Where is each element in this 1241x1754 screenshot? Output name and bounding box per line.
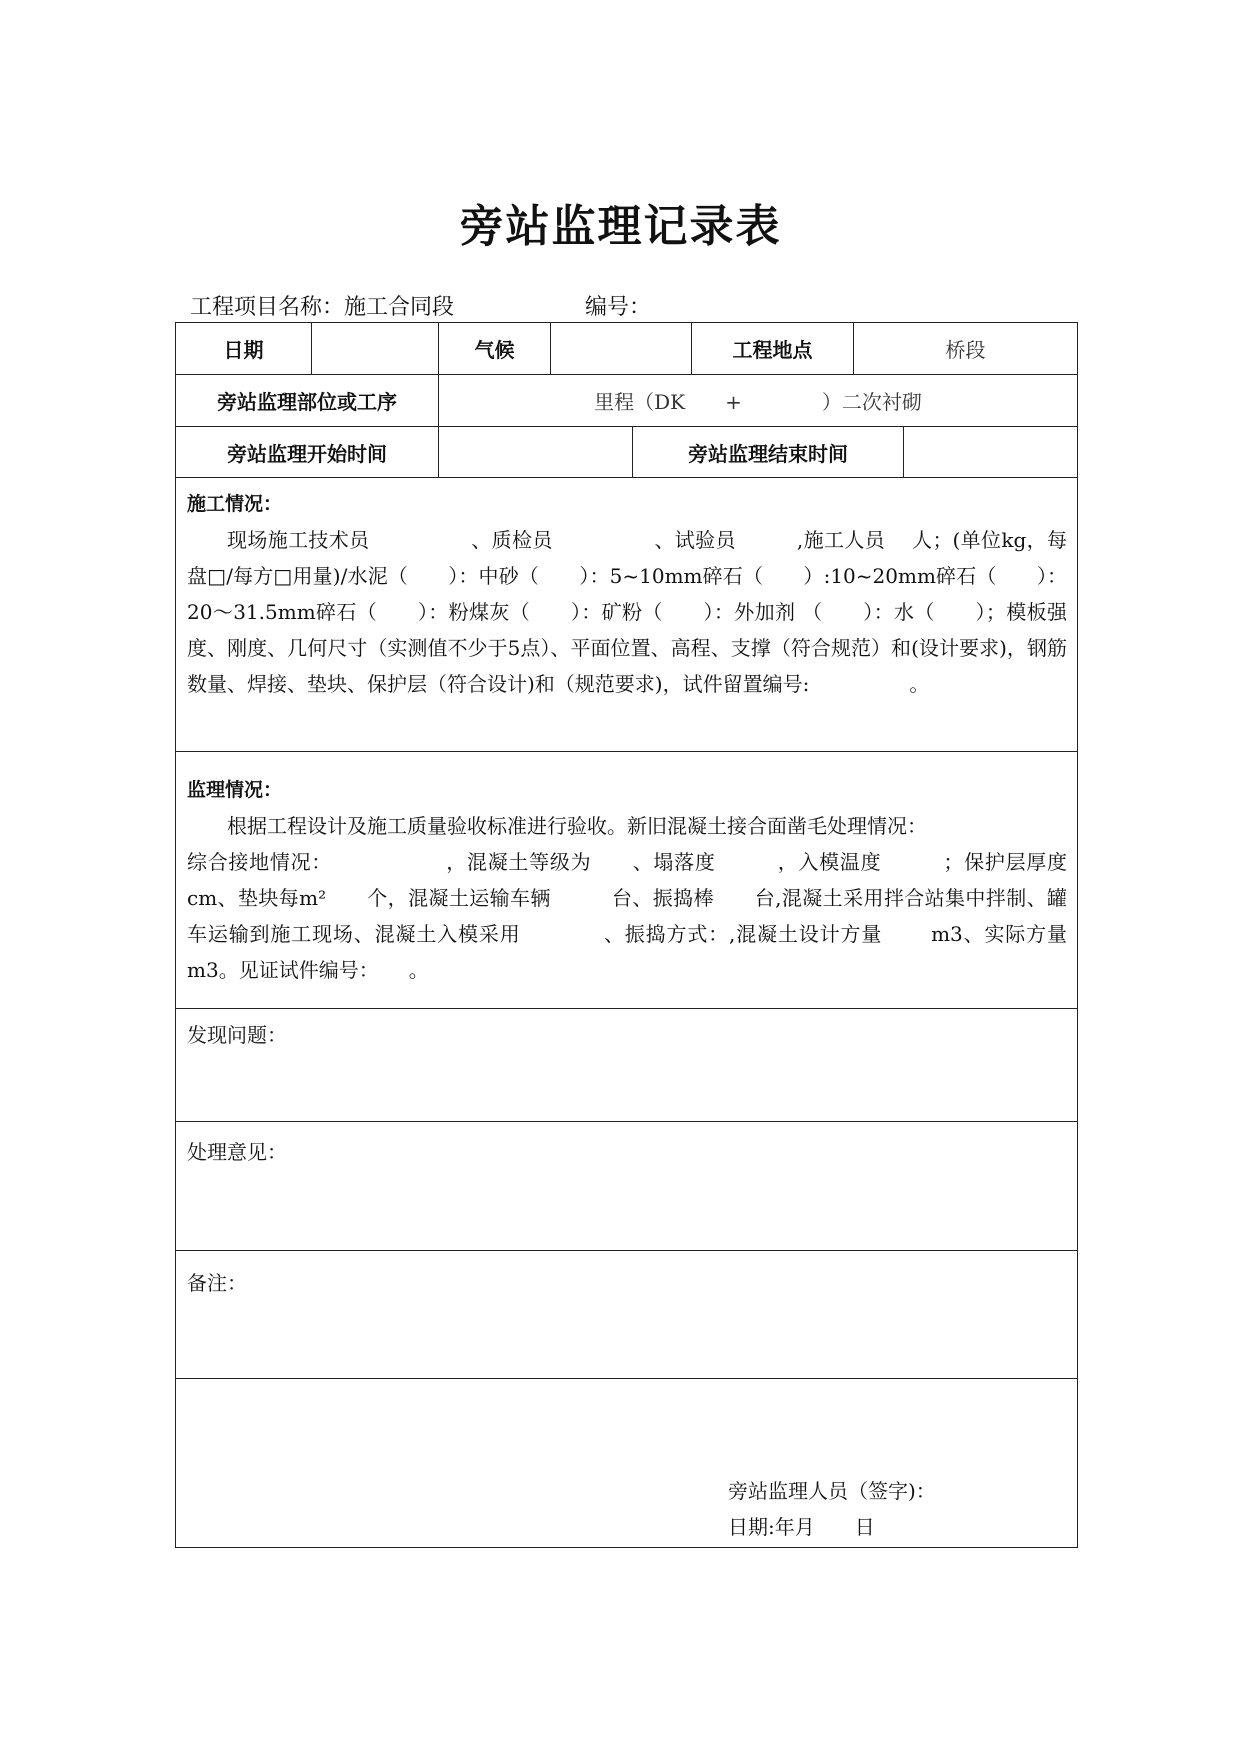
problems-section [176,1009,1077,1122]
date-field[interactable] [312,323,439,374]
signature-date-label: 日期:年月 日 [728,1515,875,1539]
date-label: 日期 [176,323,312,374]
row-supervision-part [176,375,1077,427]
supervision-section [176,752,1127,1009]
part-label: 旁站监理部位或工序 [176,375,439,426]
location-field[interactable]: 桥段 [945,338,986,362]
row-basic-info [176,323,1077,375]
construction-section [176,478,1077,752]
signature-section [176,1379,1077,1547]
signature-person-label: 旁站监理人员（签字)： [728,1479,936,1503]
end-time-label: 旁站监理结束时间 [633,427,904,477]
project-line [190,290,652,321]
supervision-text: 综合接地情况： ，混凝土等级为 、塌落度 ，入模温度 ；保护层厚度 cm、垫块每m² 个，混凝土运输车辆 台、振捣棒 台,混凝土采用拌合站集中拌制、罐车运输到施工现场、混凝土入模采用 、振捣方式：,混凝土设计方量 m3、实际方量 m3。见证试件编号： 。 [187,850,1127,982]
opinion-section [176,1122,1077,1251]
remarks-section [176,1251,1077,1379]
start-time-label: 旁站监理开始时间 [176,427,439,477]
location-label: 工程地点 [692,323,854,374]
remarks-label: 备注： [187,1271,247,1295]
weather-label: 气候 [439,323,551,374]
problems-label: 发现问题： [187,1023,287,1047]
part-field[interactable]: 里程（DK + ）二次衬砌 [594,390,922,414]
construction-text: 现场施工技术员 、质检员 、试验员 ,施工人员 人；(单位kg，每盘□/每方□用量)/水泥（ ）：中砂（ ）：5~10mm碎石（ ）:10~20mm碎石（ ）：20～31.5mm碎石（ ）：粉煤灰（ ）：矿粉（ ）：外加剂 （ ）：水（ ）；模板强度、刚度、几何尺寸（实测值不少于5点）、平面位置、高程、支撑（符合规范）和(设计要求)，钢筋数量、焊接、垫块、保护层（符合设计)和（规范要求)，试件留置编号: 。 [187,528,1067,696]
opinion-label: 处理意见： [187,1140,287,1164]
weather-field[interactable] [551,323,692,374]
construction-label: 施工情况： [187,493,283,515]
page-title: 旁站监理记录表 [459,201,782,252]
record-number-label: 编号： [585,295,652,320]
start-time-field[interactable] [439,427,633,477]
record-form [175,322,1127,1548]
end-time-field[interactable] [904,427,1077,477]
project-name-label: 工程项目名称：施工合同段 [190,295,455,320]
supervision-line1: 根据工程设计及施工质量验收标准进行验收。新旧混凝土接合面凿毛处理情况： [227,814,927,838]
row-time [176,427,1077,478]
supervision-label: 监理情况： [187,779,283,801]
